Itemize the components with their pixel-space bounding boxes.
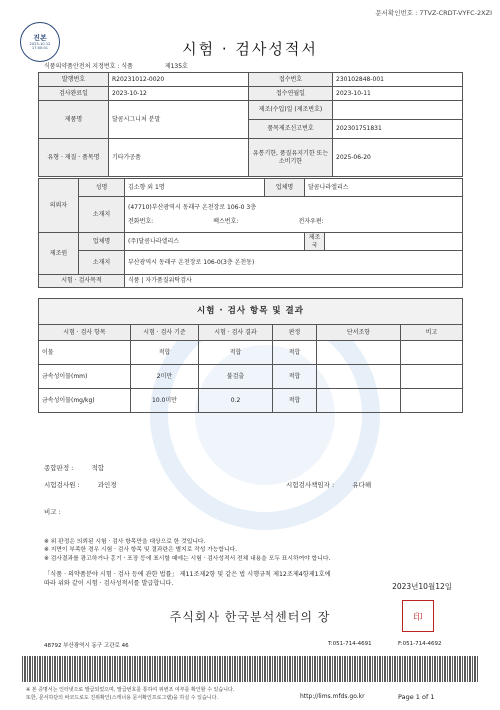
type-value: 기타가공품 bbox=[109, 139, 249, 177]
result-note bbox=[401, 365, 463, 389]
phone-label: 전화번호: bbox=[128, 217, 154, 225]
result-judgment: 적합 bbox=[273, 341, 317, 365]
official-stamp-icon: 印 bbox=[402, 600, 434, 632]
result-value: 0.2 bbox=[199, 389, 273, 413]
email-label: 전자우편: bbox=[298, 217, 324, 225]
table-row bbox=[39, 389, 463, 413]
result-note bbox=[401, 389, 463, 413]
org-tel: T:051-714-4691 bbox=[328, 641, 372, 647]
result-judgment: 적합 bbox=[273, 389, 317, 413]
manager-value: 유다해 bbox=[352, 481, 372, 489]
result-item: 이물 bbox=[39, 341, 131, 365]
manufacturer-group-label: 제조원 bbox=[39, 233, 79, 275]
receipt-date-value: 2023-10-11 bbox=[333, 87, 463, 101]
result-standard: 2미만 bbox=[131, 365, 199, 389]
tester-line bbox=[44, 480, 117, 489]
tester-value: 과인경 bbox=[97, 481, 117, 489]
client-name-value: 김소향 외 1명 bbox=[125, 179, 265, 197]
results-table bbox=[38, 298, 463, 413]
manager-line bbox=[286, 480, 371, 489]
notes-block bbox=[44, 538, 330, 563]
result-standard: 적합 bbox=[131, 341, 199, 365]
designation-text: 식품의약품안전처 지정번호 : 식품 bbox=[44, 63, 133, 70]
verdict-label: 종합판정 : bbox=[44, 464, 74, 472]
client-name-label: 성명 bbox=[79, 179, 125, 197]
org-fax: F:051-714-4692 bbox=[398, 641, 442, 647]
result-clause bbox=[317, 365, 401, 389]
client-addr-value: (47710)부산광역시 동래구 온천장로 106-0 3층 bbox=[128, 204, 256, 211]
org-address: 48792 부산광역시 동구 고관로 46 bbox=[44, 643, 129, 649]
results-header-result: 시험 · 검사 결과 bbox=[199, 325, 273, 341]
expiry-label: 유통기한, 품질유지기한 또는 소비기한 bbox=[249, 139, 333, 177]
result-item: 금속성이물(mm) bbox=[39, 365, 131, 389]
product-label: 제품명 bbox=[39, 101, 109, 139]
results-header-standard: 시험 · 검사 기준 bbox=[131, 325, 199, 341]
organization-name: 주식회사 한국분석센터의 장 bbox=[169, 610, 331, 624]
results-header-note: 비고 bbox=[401, 325, 463, 341]
result-clause bbox=[317, 389, 401, 413]
designation-line bbox=[44, 61, 188, 70]
product-value: 달콤시그니처 분말 bbox=[109, 101, 249, 139]
issue-confirm-number: 문서확인번호 : 7TVZ-CRDT-VYFC-2XZI bbox=[375, 9, 492, 17]
client-contact-row bbox=[128, 218, 459, 226]
client-addr-label: 소재지 bbox=[79, 197, 125, 233]
footer-url-link[interactable]: http://lims.mfds.go.kr bbox=[300, 693, 365, 700]
results-header-judgment: 판정 bbox=[273, 325, 317, 341]
result-clause bbox=[317, 341, 401, 365]
note-line: ※ 검사결과를 광고하거나 홍기 · 포장 등에 표시할 때에는 시험 · 검사성적서 전체 내용을 모두 표시하여야 합니다. bbox=[44, 555, 331, 562]
mfr-country-value bbox=[325, 233, 463, 251]
report-info-table bbox=[38, 72, 463, 177]
purpose-label: 시험 · 검사목적 bbox=[39, 275, 125, 288]
result-standard: 10.0미만 bbox=[131, 389, 199, 413]
receipt-date-label: 접수연월일 bbox=[249, 87, 333, 101]
purpose-value: 식품 | 자가품질위탁검사 bbox=[125, 275, 463, 288]
issue-no-label: 발행번호 bbox=[39, 73, 109, 87]
result-judgment: 적합 bbox=[273, 365, 317, 389]
result-value: 적합 bbox=[199, 341, 273, 365]
document-title: 시험 · 검사성적서 bbox=[182, 40, 318, 58]
page-indicator: Page 1 of 1 bbox=[398, 693, 435, 701]
client-addr-cell bbox=[125, 197, 463, 233]
tester-label: 시험검사원 : bbox=[44, 481, 80, 489]
results-header-item: 시험 · 검사 항목 bbox=[39, 325, 131, 341]
manager-label: 시험검사책임자 : bbox=[286, 481, 335, 489]
receipt-no-value: 230102848-001 bbox=[333, 73, 463, 87]
maker-value bbox=[333, 101, 463, 120]
table-row bbox=[39, 341, 463, 365]
receipt-no-label: 접수번호 bbox=[249, 73, 333, 87]
expiry-value: 2025-06-20 bbox=[333, 139, 463, 177]
results-title: 시험 · 검사 항목 및 결과 bbox=[39, 299, 463, 325]
legal-line-1: 「식품 · 의약품분야 시험 · 검사 등에 관한 법률」 제11조제2항 및 같은 법 시행규칙 제12조제4항제1호에 bbox=[44, 571, 331, 578]
issue-date: 2023년10월12일 bbox=[392, 582, 452, 591]
party-table bbox=[38, 178, 463, 288]
remarks-label: 비고 : bbox=[44, 508, 61, 516]
verdict-value: 적합 bbox=[91, 464, 105, 472]
designation-number: 제135호 bbox=[164, 63, 188, 70]
seal-time: 17:00:01 bbox=[31, 46, 49, 51]
footer-notice-1: ※ 본 증명서는 인터넷으로 발급되었으며, 발급번호를 통하여 위변조 여부를 확인할 수 있습니다. bbox=[26, 687, 235, 693]
report-no-label: 품목제조신고번호 bbox=[249, 120, 333, 139]
note-line: ※ 위 판정은 의뢰된 시험 · 검사 항목만을 대상으로 한 것입니다. bbox=[44, 539, 206, 545]
seal-text: 진본 bbox=[33, 33, 47, 42]
test-date-value: 2023-10-12 bbox=[109, 87, 249, 101]
result-item: 금속성이물(mg/kg) bbox=[39, 389, 131, 413]
seal-date: 2023-10-12 bbox=[29, 41, 51, 46]
type-label: 유형 · 재질 · 품목명 bbox=[39, 139, 109, 177]
mfr-country-label: 제조국 bbox=[305, 233, 325, 251]
client-company-value: 달콤나라엘리스 bbox=[305, 179, 463, 197]
mfr-company-value: (주)달콤나라엘리스 bbox=[125, 233, 305, 251]
note-line: ※ 지면이 부족한 경우 시험 · 검사 항목 및 결과란은 별지로 작성 가능합니다. bbox=[44, 547, 238, 554]
table-row bbox=[39, 365, 463, 389]
issue-no-value: R20231012-0020 bbox=[109, 73, 249, 87]
client-group-label: 의뢰자 bbox=[39, 179, 79, 233]
footer-notice-2: 또한, 문서하단의 바코드로도 진위확인(스캐너용 문서확인프로그램)을 하실 수 있습니다. bbox=[26, 695, 219, 701]
test-date-label: 검사완료일 bbox=[39, 87, 109, 101]
result-value: 불검출 bbox=[199, 365, 273, 389]
maker-label: 제조(수입)일 (제조번호) bbox=[249, 101, 333, 120]
mfr-addr-value: 부산광역시 동래구 온천장로 106-0(3층 온천동) bbox=[125, 251, 463, 275]
result-note bbox=[401, 341, 463, 365]
fax-label: 팩스번호: bbox=[213, 217, 239, 225]
legal-line-2: 따라 위와 같이 시험 · 검사성적서를 발급합니다. bbox=[44, 580, 174, 588]
verdict-line bbox=[44, 463, 104, 472]
client-company-label: 업체명 bbox=[265, 179, 305, 197]
mfr-addr-label: 소재지 bbox=[79, 251, 125, 275]
results-header-clause: 단서조항 bbox=[317, 325, 401, 341]
mfr-company-label: 업체명 bbox=[79, 233, 125, 251]
verification-barcode bbox=[22, 656, 478, 682]
report-no-value: 202301751831 bbox=[333, 120, 463, 139]
